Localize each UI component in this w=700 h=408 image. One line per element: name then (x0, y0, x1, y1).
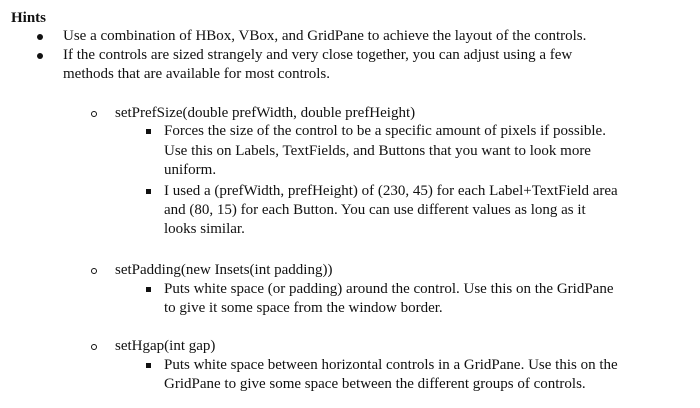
method-detail-line: Forces the size of the control to be a specific amount of pixels if possible. (164, 123, 606, 139)
bullet-dot-icon (37, 34, 43, 40)
page-title: Hints (11, 10, 47, 26)
bullet-square-icon (146, 363, 151, 368)
bullet-square-icon (146, 129, 151, 134)
method-detail-line: looks similar. (164, 221, 245, 237)
method-detail-line: I used a (prefWidth, prefHeight) of (230, 45) for each Label+TextField area (164, 183, 618, 199)
hint-text-line: If the controls are sized strangely and very close together, you can adjust using a few (63, 47, 573, 63)
method-detail-line: Use this on Labels, TextFields, and Buttons that you want to look more (164, 143, 591, 159)
method-detail-line: and (80, 15) for each Button. You can use different values as long as it (164, 202, 586, 218)
method-detail-line: uniform. (164, 162, 217, 178)
hint-text-line: Use a combination of HBox, VBox, and GridPane to achieve the layout of the controls. (63, 28, 587, 44)
bullet-dot-icon (37, 53, 43, 59)
bullet-circle-icon (91, 111, 97, 117)
bullet-circle-icon (91, 268, 97, 274)
method-detail-line: Puts white space (or padding) around the control. Use this on the GridPane (164, 281, 614, 297)
bullet-circle-icon (91, 344, 97, 350)
method-detail-line: to give it some space from the window border. (164, 300, 443, 316)
method-name: setHgap(int gap) (115, 338, 216, 354)
method-name: setPadding(new Insets(int padding)) (115, 262, 333, 278)
method-detail-line: Puts white space between horizontal controls in a GridPane. Use this on the (164, 357, 618, 373)
bullet-square-icon (146, 287, 151, 292)
method-name: setPrefSize(double prefWidth, double prefHeight) (115, 105, 416, 121)
bullet-square-icon (146, 189, 151, 194)
method-detail-line: GridPane to give some space between the different groups of controls. (164, 376, 586, 392)
hint-text-line: methods that are available for most controls. (63, 66, 331, 82)
